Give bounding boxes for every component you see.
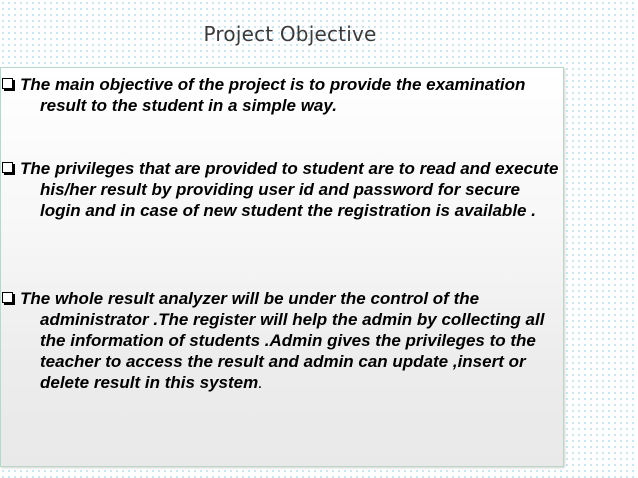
bullet-text-1: The main objective of the project is to provide the examination result to the student in a simple way. xyxy=(20,75,526,115)
content-box xyxy=(0,67,564,467)
bullet-text-2: The privileges that are provided to student are to read and execute his/her result by providing user id and password for secure login and in case of new student the registration is available . xyxy=(20,159,559,220)
bullet-text-3: The whole result analyzer will be under the control of the administrator .The register will help the admin by collecting all the information of students .Admin gives the privileges to the teacher to access the result and admin can update ,insert or delete result in this system. xyxy=(20,289,545,392)
square-bullet-icon xyxy=(2,162,13,173)
bullet-item-2 xyxy=(2,158,562,221)
bullet-item-1 xyxy=(2,74,562,116)
square-bullet-icon xyxy=(2,78,13,89)
slide-title: Project Objective xyxy=(203,22,377,46)
square-bullet-icon xyxy=(2,292,13,303)
bullet-item-3 xyxy=(2,288,562,393)
